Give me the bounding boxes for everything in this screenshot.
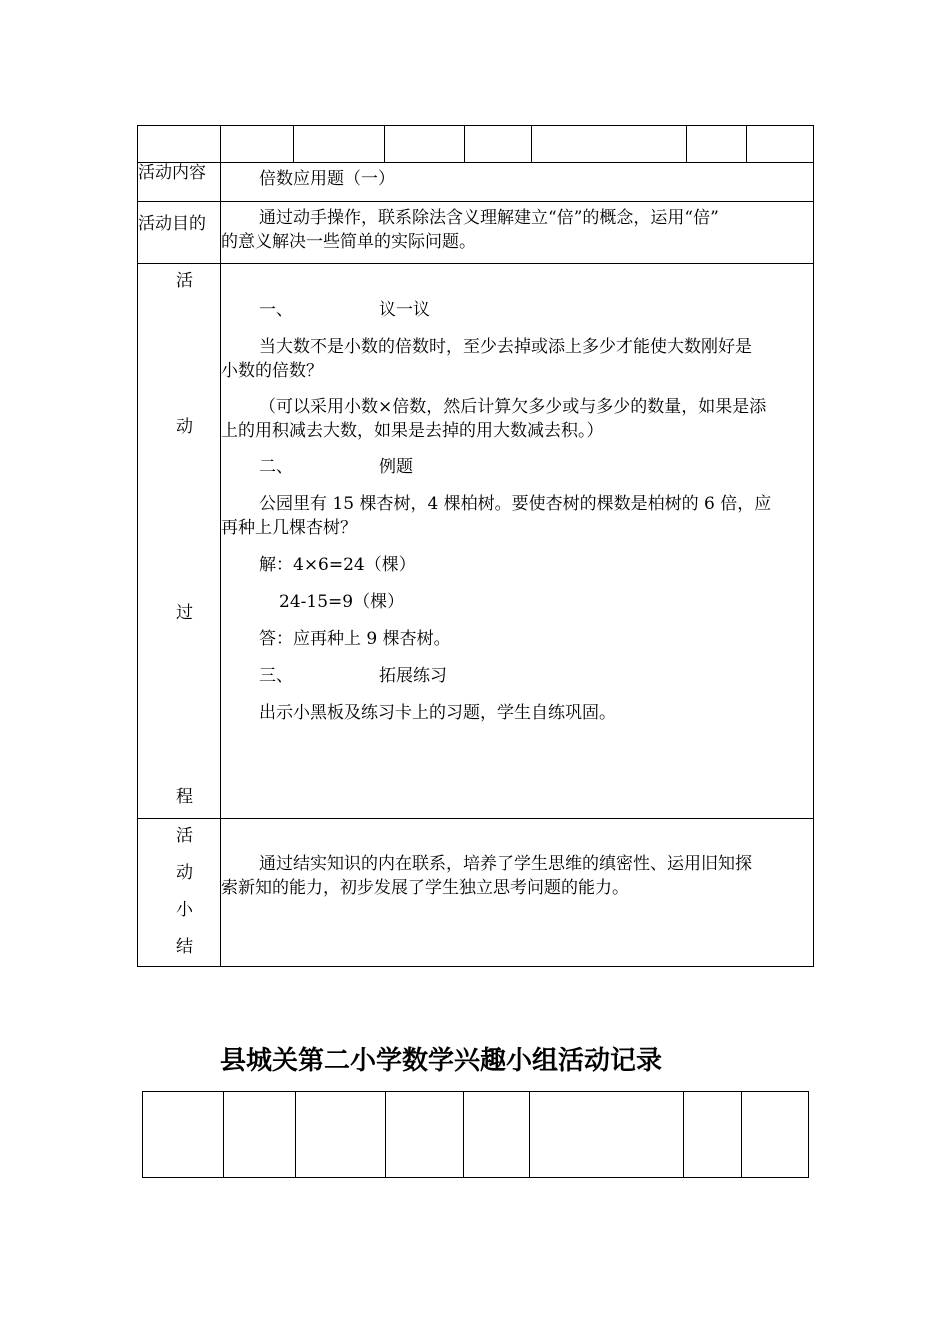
- content-row: [138, 163, 814, 202]
- purpose-text-line1: 通过动手操作，联系除法含义理解建立“倍”的概念，运用“倍”: [259, 208, 719, 228]
- process-label: [138, 264, 221, 819]
- content-cell: [221, 163, 814, 202]
- summary-label: [138, 819, 221, 967]
- summary-cell: [221, 819, 814, 967]
- header-cell: [138, 126, 221, 163]
- header-cell: [747, 126, 814, 163]
- paragraph-two-line1: （可以采用小数×倍数，然后计算欠多少或与多少的数量，如果是添: [259, 397, 767, 417]
- purpose-text-line2: 的意义解决一些简单的实际问题。: [221, 232, 476, 252]
- summary-line2: 索新知的能力，初步发展了学生独立思考问题的能力。: [221, 878, 629, 898]
- content-label: 活动内容: [138, 163, 221, 202]
- process-cell: [221, 264, 814, 819]
- solution-line1: 解：4×6=24（棵）: [259, 555, 416, 575]
- header-cell: [465, 126, 532, 163]
- section-three-title: 拓展练习: [379, 666, 447, 686]
- process-label-char: 程: [176, 787, 193, 807]
- summary-label-char: 动: [176, 863, 193, 883]
- section-two-number: 二、: [259, 457, 293, 477]
- summary-label-char: 结: [176, 937, 193, 957]
- section-one-title: 议一议: [379, 300, 430, 320]
- header-cell: [684, 1092, 742, 1178]
- header-cell: [385, 126, 465, 163]
- answer-line: 答：应再种上 9 棵杏树。: [259, 629, 451, 649]
- paragraph-one-line2: 小数的倍数？: [221, 361, 323, 381]
- summary-row: [138, 819, 814, 967]
- header-cell: [296, 1092, 386, 1178]
- section-two-heading: [221, 455, 813, 479]
- paragraph-two-line2: 上的用积减去大数，如果是去掉的用大数减去积。）: [221, 421, 604, 441]
- header-cell: [532, 126, 687, 163]
- purpose-cell: [221, 202, 814, 264]
- header-cell: [294, 126, 385, 163]
- example-line1: 公园里有 15 棵杏树，4 棵柏树。要使杏树的棵数是柏树的 6 倍，应: [259, 494, 772, 514]
- section-one-heading: [221, 298, 813, 322]
- purpose-row: [138, 202, 814, 264]
- practice-line: 出示小黑板及练习卡上的习题，学生自练巩固。: [259, 703, 616, 723]
- section-three-number: 三、: [259, 666, 293, 686]
- header-cell: [224, 1092, 296, 1178]
- header-cell: [221, 126, 294, 163]
- summary-label-char: 活: [176, 826, 193, 846]
- process-row: [138, 264, 814, 819]
- activity-record-table: [137, 125, 814, 967]
- header-cell: [386, 1092, 464, 1178]
- summary-label-char: 小: [176, 900, 193, 920]
- header-cell: [464, 1092, 530, 1178]
- process-label-char: 过: [176, 603, 193, 623]
- paragraph-one-line1: 当大数不是小数的倍数时，至少去掉或添上多少才能使大数刚好是: [259, 337, 752, 357]
- summary-line1: 通过结实知识的内在联系，培养了学生思维的缜密性、运用旧知探: [259, 854, 752, 874]
- process-label-char: 活: [176, 271, 193, 291]
- section-two-title: 例题: [379, 457, 413, 477]
- section-three-heading: [221, 664, 813, 688]
- example-line2: 再种上几棵杏树？: [221, 518, 357, 538]
- header-cell: [687, 126, 747, 163]
- section-one-number: 一、: [259, 300, 293, 320]
- purpose-label: 活动目的: [138, 202, 221, 264]
- page-title: 县城关第二小学数学兴趣小组活动记录: [220, 1046, 663, 1076]
- next-record-header-table: [142, 1091, 809, 1178]
- header-cell: [143, 1092, 224, 1178]
- header-row: [143, 1092, 809, 1178]
- header-cell: [742, 1092, 809, 1178]
- header-cell: [530, 1092, 684, 1178]
- process-label-char: 动: [176, 417, 193, 437]
- content-value: 倍数应用题（一）: [259, 169, 395, 189]
- header-row: [138, 126, 814, 163]
- solution-line2: 24-15=9（棵）: [279, 592, 405, 612]
